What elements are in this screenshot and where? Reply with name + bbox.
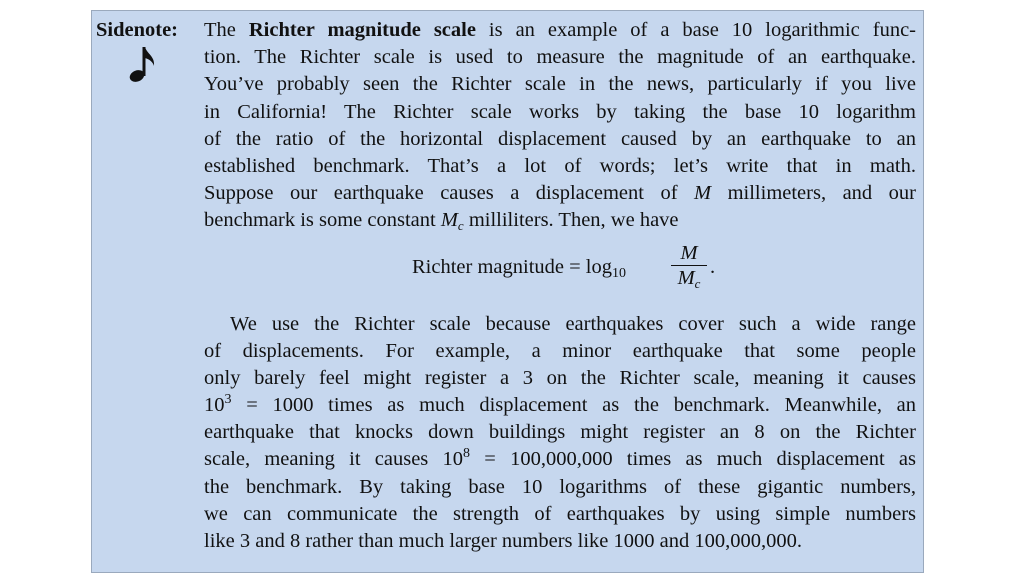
text-line: only barely feel might register a 3 on the Richter scale, meaning it causes (204, 366, 916, 389)
sidenote-box (91, 10, 924, 573)
text-line: benchmark is some constant $M_c$ milliliters. Then, we have (204, 209, 679, 234)
fraction-denominator: $M_c$ (677, 266, 701, 291)
equation-fraction (669, 242, 709, 289)
equation-period: . (710, 255, 716, 278)
text-line: the benchmark. By taking base 10 logarithms of these gigantic numbers, (204, 475, 916, 498)
text-line: You’ve probably seen the Richter scale in the news, particularly if you live (204, 73, 916, 96)
text-line: in California! The Richter scale works by taking the base 10 logarithm (204, 100, 916, 123)
text-line: established benchmark. That’s a lot of words; let’s write that in math. (204, 154, 916, 177)
fraction-bar (671, 265, 707, 266)
text-line: tion. The Richter scale is used to measure the magnitude of an earthquake. (204, 46, 916, 69)
text-line: earthquake that knocks down buildings might register an 8 on the Richter (204, 421, 916, 444)
text-line: The Richter magnitude scale is an example of a base 10 logarithmic func- (204, 19, 916, 41)
text-line: Suppose our earthquake causes a displacement of M millimeters, and our (204, 182, 916, 205)
text-line: We use the Richter scale because earthquakes cover such a wide range (230, 312, 916, 335)
sidenote-label: Sidenote: (96, 19, 178, 41)
paragraph-1 (204, 17, 916, 235)
text-line: we can communicate the strength of earthquakes by using simple numbers (204, 502, 916, 525)
sidenote-content (204, 17, 916, 555)
text-line: of displacements. For example, a minor earthquake that some people (204, 339, 916, 362)
equation-lhs: Richter magnitude = $\log_{10}$ (412, 255, 627, 281)
paragraph-2 (204, 311, 916, 556)
text-line: of the ratio of the horizontal displacement caused by an earthquake to an (204, 127, 916, 150)
richter-equation (204, 238, 916, 304)
richter-term: Richter magnitude scale (248, 19, 476, 41)
eighth-note-icon (128, 44, 156, 84)
text-line: $10^3 = 1000$ times as much displacement as the benchmark. Meanwhile, an (204, 392, 916, 417)
fraction-numerator: M (680, 241, 698, 264)
text-line: like 3 and 8 rather than much larger numbers like 1000 and 100,000,000. (204, 530, 802, 552)
text-line: scale, meaning it causes $10^8 = 100,000,000$ times as much displacement as (204, 446, 917, 471)
